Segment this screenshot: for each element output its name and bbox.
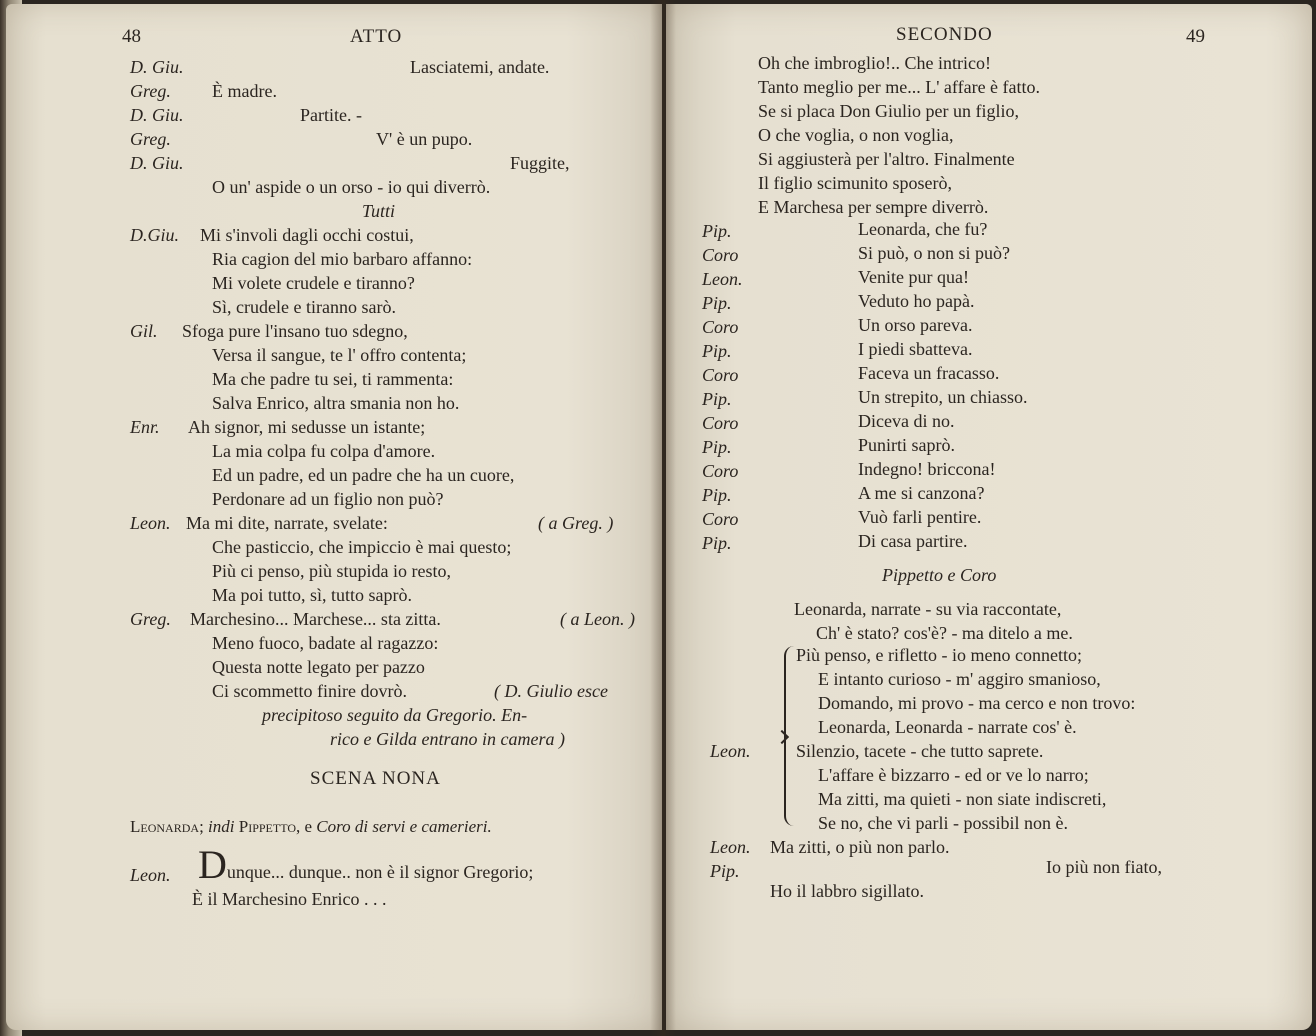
verse-line: Veduto ho papà. bbox=[858, 291, 975, 311]
stage-direction: precipitoso seguito da Gregorio. En- bbox=[262, 705, 528, 725]
verse-line: Io più non fiato, bbox=[1046, 857, 1162, 877]
verse-line: È il Marchesino Enrico . . . bbox=[192, 889, 387, 909]
verse-line: Sì, crudele e tiranno sarò. bbox=[212, 297, 396, 317]
speaker: Coro bbox=[702, 365, 739, 385]
stage-direction-aside: ( a Greg. ) bbox=[538, 513, 614, 533]
stage-direction: rico e Gilda entrano in camera ) bbox=[330, 729, 565, 749]
speaker: Coro bbox=[702, 509, 739, 529]
speaker: Pip. bbox=[702, 437, 732, 457]
verse-line: Leonarda, Leonarda - narrate cos' è. bbox=[818, 717, 1077, 737]
verse-line: Diceva di no. bbox=[858, 411, 955, 431]
verse-line: E intanto curioso - m' aggiro smanioso, bbox=[818, 669, 1101, 689]
verse-line: Ria cagion del mio barbaro affanno: bbox=[212, 249, 473, 269]
verse-line: Lasciatemi, andate. bbox=[410, 57, 550, 77]
page-number-left: 48 bbox=[122, 26, 141, 47]
curly-brace bbox=[784, 646, 800, 826]
speaker: Pip. bbox=[702, 485, 732, 505]
verse-line: Il figlio scimunito sposerò, bbox=[758, 173, 952, 193]
verse-line: Ho il labbro sigillato. bbox=[770, 881, 924, 901]
speaker: D. Giu. bbox=[130, 105, 184, 125]
speaker: Leon. bbox=[130, 865, 171, 885]
book-gutter bbox=[650, 0, 676, 1036]
verse-line: Ma mi dite, narrate, svelate: bbox=[186, 513, 388, 533]
verse-line: Meno fuoco, badate al ragazzo: bbox=[212, 633, 439, 653]
verse-line: Si aggiusterà per l'altro. Finalmente bbox=[758, 149, 1015, 169]
speaker: Greg. bbox=[130, 609, 171, 629]
verse-line: Ma zitti, o più non parlo. bbox=[770, 837, 950, 857]
speaker: Leon. bbox=[710, 837, 751, 857]
verse-line: Vuò farli pentire. bbox=[858, 507, 982, 527]
scene-title: SCENA NONA bbox=[310, 768, 441, 789]
speaker: Leon. bbox=[710, 741, 751, 761]
verse-line: Se no, che vi parli - possibil non è. bbox=[818, 813, 1068, 833]
verse-line: Mi s'involi dagli occhi costui, bbox=[200, 225, 414, 245]
verse-line: Marchesino... Marchese... sta zitta. bbox=[190, 609, 441, 629]
speaker: Gil. bbox=[130, 321, 158, 341]
speaker: Pip. bbox=[710, 861, 740, 881]
verse-line: Più penso, e rifletto - io meno connetto; bbox=[796, 645, 1082, 665]
verse-line: Ma che padre tu sei, ti rammenta: bbox=[212, 369, 454, 389]
speaker: Leon. bbox=[702, 269, 743, 289]
verse-line: E Marchesa per sempre diverrò. bbox=[758, 197, 989, 217]
speaker: Coro bbox=[702, 317, 739, 337]
verse-line: Venite pur qua! bbox=[858, 267, 969, 287]
verse-line: Mi volete crudele e tiranno? bbox=[212, 273, 415, 293]
verse-line: Questa notte legato per pazzo bbox=[212, 657, 425, 677]
verse-line: Ma zitti, ma quieti - non siate indiscreti, bbox=[818, 789, 1107, 809]
verse-line: Silenzio, tacete - che tutto saprete. bbox=[796, 741, 1044, 761]
verse-line: Ed un padre, ed un padre che ha un cuore, bbox=[212, 465, 515, 485]
verse-line: Un strepito, un chiasso. bbox=[858, 387, 1028, 407]
verse-line: Leonarda, narrate - su via raccontate, bbox=[794, 599, 1062, 619]
verse-line: Si può, o non si può? bbox=[858, 243, 1011, 263]
verse-line: Di casa partire. bbox=[858, 531, 968, 551]
verse-line: Più ci penso, più stupida io resto, bbox=[212, 561, 451, 581]
speaker: Coro bbox=[702, 461, 739, 481]
verse-line: Tanto meglio per me... L' affare è fatto. bbox=[758, 77, 1041, 97]
verse-line: Fuggite, bbox=[510, 153, 570, 173]
verse-line: A me si canzona? bbox=[858, 483, 985, 503]
speaker: Pip. bbox=[702, 389, 732, 409]
verse-line: Indegno! briccona! bbox=[858, 459, 996, 479]
verse-line: Perdonare ad un figlio non può? bbox=[212, 489, 444, 509]
verse-line: L'affare è bizzarro - ed or ve lo narro; bbox=[818, 765, 1089, 785]
verse-line: Oh che imbroglio!.. Che intrico! bbox=[758, 53, 991, 73]
ensemble-heading: Tutti bbox=[362, 201, 396, 221]
verse-line: Punirti saprò. bbox=[858, 435, 955, 455]
verse-line: Domando, mi provo - ma cerco e non trovo: bbox=[818, 693, 1136, 713]
verse-line: O che voglia, o non voglia, bbox=[758, 125, 954, 145]
speaker: Pip. bbox=[702, 533, 732, 553]
verse-line: Ch' è stato? cos'è? - ma ditelo a me. bbox=[816, 623, 1073, 643]
verse-line: V' è un pupo. bbox=[376, 129, 473, 149]
stage-direction: ( D. Giulio esce bbox=[494, 681, 608, 701]
drop-cap-line: Dunque... dunque.. non è il signor Gregorio; bbox=[198, 842, 534, 887]
scene-cast: Leonarda; indi Pippetto, e Coro di servi e camerieri. bbox=[130, 817, 492, 836]
verse-line: Ci scommetto finire dovrò. bbox=[212, 681, 407, 701]
speaker: Enr. bbox=[130, 417, 160, 437]
verse-line: O un' aspide o un orso - io qui diverrò. bbox=[212, 177, 491, 197]
verse-line: Un orso pareva. bbox=[858, 315, 973, 335]
verse-line: Ma poi tutto, sì, tutto saprò. bbox=[212, 585, 412, 605]
speaker: D. Giu. bbox=[130, 153, 184, 173]
stage-direction-aside: ( a Leon. ) bbox=[560, 609, 635, 629]
speaker: D. Giu. bbox=[130, 57, 184, 77]
speaker: Greg. bbox=[130, 81, 171, 101]
page-number-right: 49 bbox=[1186, 26, 1205, 47]
verse-line: Leonarda, che fu? bbox=[858, 219, 988, 239]
verse-line: Versa il sangue, te l' offro contenta; bbox=[212, 345, 467, 365]
verse-line: Che pasticcio, che impiccio è mai questo; bbox=[212, 537, 512, 557]
verse-line: Sfoga pure l'insano tuo sdegno, bbox=[182, 321, 408, 341]
verse-line: Ah signor, mi sedusse un istante; bbox=[188, 417, 426, 437]
speaker: Coro bbox=[702, 245, 739, 265]
verse-line: È madre. bbox=[212, 81, 277, 101]
speaker: Leon. bbox=[130, 513, 171, 533]
speaker: Greg. bbox=[130, 129, 171, 149]
speaker: Coro bbox=[702, 413, 739, 433]
verse-line: Faceva un fracasso. bbox=[858, 363, 1000, 383]
verse-line: Salva Enrico, altra smania non ho. bbox=[212, 393, 460, 413]
verse-line: I piedi sbatteva. bbox=[858, 339, 973, 359]
speaker: Pip. bbox=[702, 293, 732, 313]
verse-line: La mia colpa fu colpa d'amore. bbox=[212, 441, 436, 461]
verse-line: Se si placa Don Giulio per un figlio, bbox=[758, 101, 1019, 121]
ensemble-heading: Pippetto e Coro bbox=[882, 565, 997, 585]
running-header-right: SECONDO bbox=[896, 24, 993, 45]
verse-line: Partite. - bbox=[300, 105, 362, 125]
running-header-left: ATTO bbox=[350, 26, 403, 47]
speaker: Pip. bbox=[702, 341, 732, 361]
speaker: D.Giu. bbox=[130, 225, 179, 245]
speaker: Pip. bbox=[702, 221, 732, 241]
